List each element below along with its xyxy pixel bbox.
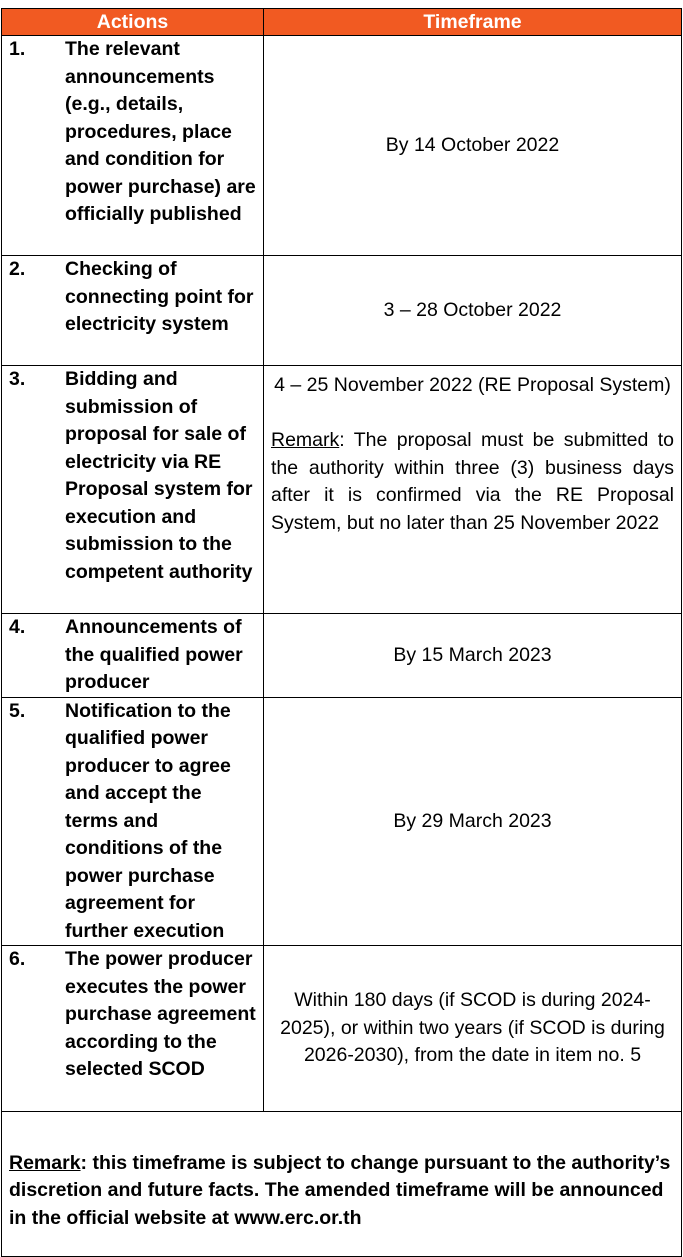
table-row xyxy=(2,946,682,1112)
table-row xyxy=(2,366,682,614)
action-cell xyxy=(2,366,264,614)
row-number: 1. xyxy=(9,38,26,60)
table-row xyxy=(2,36,682,256)
action-text: The relevant announcements (e.g., details, procedures, place and condition for power purchase) are officially published xyxy=(65,38,256,225)
action-text: Notification to the qualified power producer to agree and accept the terms and conditions of the power purchase agreement for further execution xyxy=(65,699,231,942)
action-text: Announcements of the qualified power producer xyxy=(65,616,243,693)
header-timeframe: Timeframe xyxy=(264,9,682,36)
timeframe-cell: By 29 March 2023 xyxy=(264,697,682,946)
row-number: 4. xyxy=(9,616,26,638)
remark-label: Remark xyxy=(9,1151,81,1174)
table-row xyxy=(2,256,682,366)
timeframe-text: 4 – 25 November 2022 (RE Proposal System) xyxy=(274,374,671,396)
remark-label: Remark xyxy=(271,429,340,451)
row-number: 3. xyxy=(9,368,26,390)
timeframe-remark xyxy=(271,427,674,537)
action-cell xyxy=(2,256,264,366)
timeframe-cell: By 15 March 2023 xyxy=(264,614,682,698)
action-cell xyxy=(2,614,264,698)
timeframe-cell xyxy=(264,366,682,614)
action-text: Checking of connecting point for electricity system xyxy=(65,258,254,335)
action-cell xyxy=(2,946,264,1112)
timeframe-table xyxy=(1,8,682,1257)
action-cell xyxy=(2,36,264,256)
table-header-row xyxy=(2,9,682,36)
footer-remark xyxy=(2,1112,682,1257)
timeframe-cell: 3 – 28 October 2022 xyxy=(264,256,682,366)
row-number: 2. xyxy=(9,258,26,280)
remark-text: : The proposal must be submitted to the authority within three (3) business days after it is confirmed via the RE Proposal System, but no later than 25 November 2022 xyxy=(271,429,674,534)
table-row xyxy=(2,697,682,946)
row-number: 6. xyxy=(9,948,26,970)
table-row xyxy=(2,614,682,698)
timeframe-cell: Within 180 days (if SCOD is during 2024-2025), or within two years (if SCOD is during 2026-2030), from the date in item no. 5 xyxy=(264,946,682,1112)
action-cell xyxy=(2,697,264,946)
action-text: Bidding and submission of proposal for sale of electricity via RE Proposal system for execution and submission to the competent authority xyxy=(65,368,253,583)
timeframe-cell: By 14 October 2022 xyxy=(264,36,682,256)
action-text: The power producer executes the power purchase agreement according to the selected SCOD xyxy=(65,948,256,1080)
row-number: 5. xyxy=(9,699,26,722)
header-actions: Actions xyxy=(2,9,264,36)
footer-row xyxy=(2,1112,682,1257)
remark-text: : this timeframe is subject to change pursuant to the authority’s discretion and future facts. The amended timeframe will be announced in the official website at www.erc.or.th xyxy=(9,1151,671,1229)
